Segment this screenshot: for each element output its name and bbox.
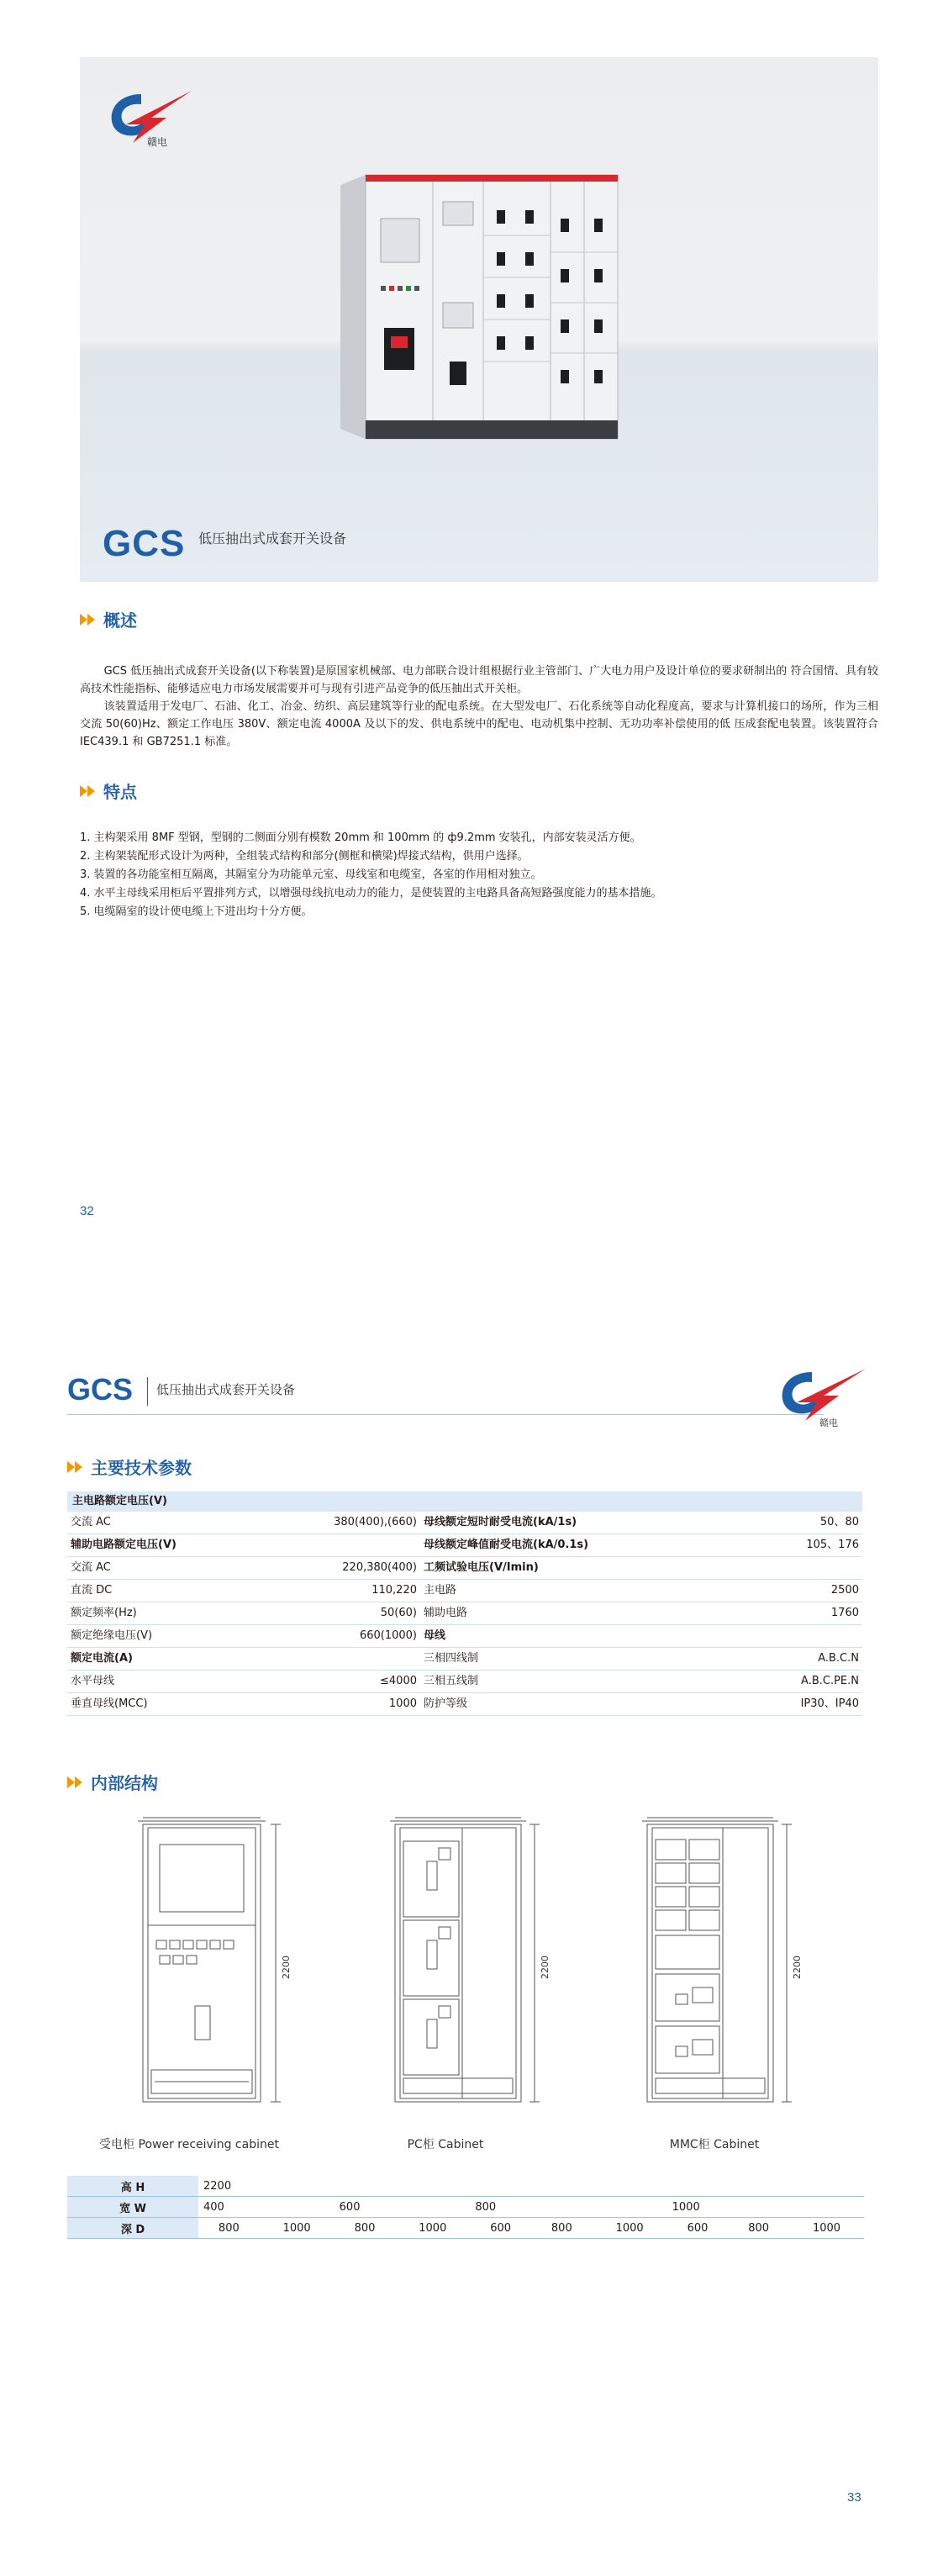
depth-value: 800 [198,2218,260,2239]
table-row: 直流 DC 110,220 [67,1580,420,1602]
brand-name-2: 赣电 [819,1417,838,1428]
table-row: 垂直母线(MCC) 1000 [67,1693,420,1716]
table-row [67,2176,864,2197]
table-row: 三相四线制 A.B.C.N [420,1648,862,1671]
table-row [67,2197,864,2218]
switchgear-cabinet-illustration [332,168,626,446]
overview-paragraph-2: 该装置适用于发电厂、石油、化工、冶金、纺织、高层建筑等行业的配电系统。在大型发电厂、石化系统等自动化程度高，要求与计算机接口的场所，作为三相交流 50(60)Hz、额定工作电压 380V、额定电流 4000A 及以下的发、供电系统中的配电、电动机集中控制、无功功率补偿使用的低 压成套配电装置。该装置符合 IEC439.1 和 GB7251.1 标准。 [80,700,878,748]
width-value: 400 [198,2197,335,2218]
dimension-label: 2200 [281,1956,292,1979]
table-row: 额定电流(A) [67,1648,420,1671]
page-number-32: 32 [80,1204,94,1218]
double-arrow-icon [80,785,97,797]
product-name: 低压抽出式成套开关设备 [198,531,347,546]
overview-heading [80,607,137,631]
table-row: 工频试验电压(V/Imin) [420,1557,862,1580]
width-value: 600 [335,2197,471,2218]
width-value: 800 [470,2197,666,2218]
list-item: 5. 电缆隔室的设计使电缆上下进出均十分方便。 [80,905,313,918]
dimension-label: 2200 [540,1956,551,1979]
table-row: 防护等级 IP30、IP40 [420,1693,862,1716]
depth-value: 1000 [260,2218,335,2239]
table-row: 交流 AC 380(400),(660) [67,1512,420,1534]
table-row: 母线额定峰值耐受电流(kA/0.1s) 105、176 [420,1534,862,1557]
depth-value: 800 [335,2218,396,2239]
depth-value: 1000 [789,2218,864,2239]
dimensions-table [67,2176,864,2239]
double-arrow-icon [80,614,97,626]
list-item: 2. 主构架装配形式设计为两种，全组装式结构和部分(侧框和横梁)焊接式结构，供用户选择。 [80,850,529,863]
header-divider [147,1377,148,1406]
specs-title: 主要技术参数 [91,1458,192,1478]
header-rule [67,1414,824,1415]
structure-title: 内部结构 [91,1773,158,1793]
height-label: 高 H [67,2176,198,2197]
table-row: 母线 [420,1625,862,1648]
page-number-33: 33 [847,2490,861,2505]
table-row: 交流 AC 220,380(400) [67,1557,420,1580]
table-row [67,2218,864,2239]
depth-label: 深 D [67,2218,198,2239]
list-item: 1. 主构架采用 8MF 型钢，型钢的二侧面分别有模数 20mm 和 100mm 的 ф9.2mm 安装孔，内部安装灵活方便。 [80,831,641,844]
table-row: 额定频率(Hz) 50(60) [67,1602,420,1625]
table-row: 辅助电路额定电压(V) [67,1534,420,1557]
specs-right-column [420,1512,862,1716]
caption-mmc: MMC柜 Cabinet [669,2138,760,2151]
product-code-header: GCS [67,1372,134,1407]
specs-table-header: 主电路额定电压(V) [67,1491,862,1512]
overview-paragraph-1: GCS 低压抽出式成套开关设备(以下称装置)是原国家机械部、电力部联合设计组根据行业主管部门、广大电力用户及设计单位的要求研制出的 符合国情、具有较高技术性能指标、能够适应电力市场发展需要并可与现有引进产品竞争的低压抽出式开关柜。 [80,665,878,695]
list-item: 4. 水平主母线采用柜后平置排列方式，以增强母线抗电动力的能力，是使装置的主电路具备高短路强度能力的基本措施。 [80,887,662,900]
table-row: 主电路 2500 [420,1580,862,1602]
double-arrow-icon [67,1461,84,1473]
table-row: 三相五线制 A.B.C.PE.N [420,1671,862,1693]
features-list [80,829,878,921]
brand-name: 赣电 [147,136,168,148]
product-name-header: 低压抽出式成套开关设备 [156,1382,296,1397]
caption-pc: PC柜 Cabinet [407,2138,484,2151]
depth-value: 800 [531,2218,593,2239]
table-row: 母线额定短时耐受电流(kA/1s) 50、80 [420,1512,862,1534]
table-row: 额定绝缘电压(V) 660(1000) [67,1625,420,1648]
dimension-label: 2200 [792,1956,803,1979]
overview-body [80,662,878,751]
depth-value: 600 [470,2218,531,2239]
table-row: 水平母线 ≤4000 [67,1671,420,1693]
width-value: 1000 [667,2197,864,2218]
specs-heading [67,1454,192,1479]
depth-value: 800 [728,2218,789,2239]
depth-value: 1000 [593,2218,667,2239]
structure-heading [67,1770,158,1794]
caption-power-receiving: 受电柜 Power receiving cabinet [99,2138,279,2151]
height-value: 2200 [198,2176,864,2197]
double-arrow-icon [67,1776,84,1788]
product-code: GCS [103,523,186,564]
internal-structure-drawings [67,1814,874,2125]
table-row: 辅助电路 1760 [420,1602,862,1625]
width-label: 宽 W [67,2197,198,2218]
overview-title: 概述 [103,610,137,631]
features-title: 特点 [103,782,137,802]
depth-value: 600 [667,2218,729,2239]
depth-value: 1000 [395,2218,470,2239]
list-item: 3. 装置的各功能室相互隔离，其隔室分为功能单元室、母线室和电缆室，各室的作用相对独立。 [80,868,542,881]
features-heading [80,779,137,803]
specs-left-column [67,1512,420,1716]
